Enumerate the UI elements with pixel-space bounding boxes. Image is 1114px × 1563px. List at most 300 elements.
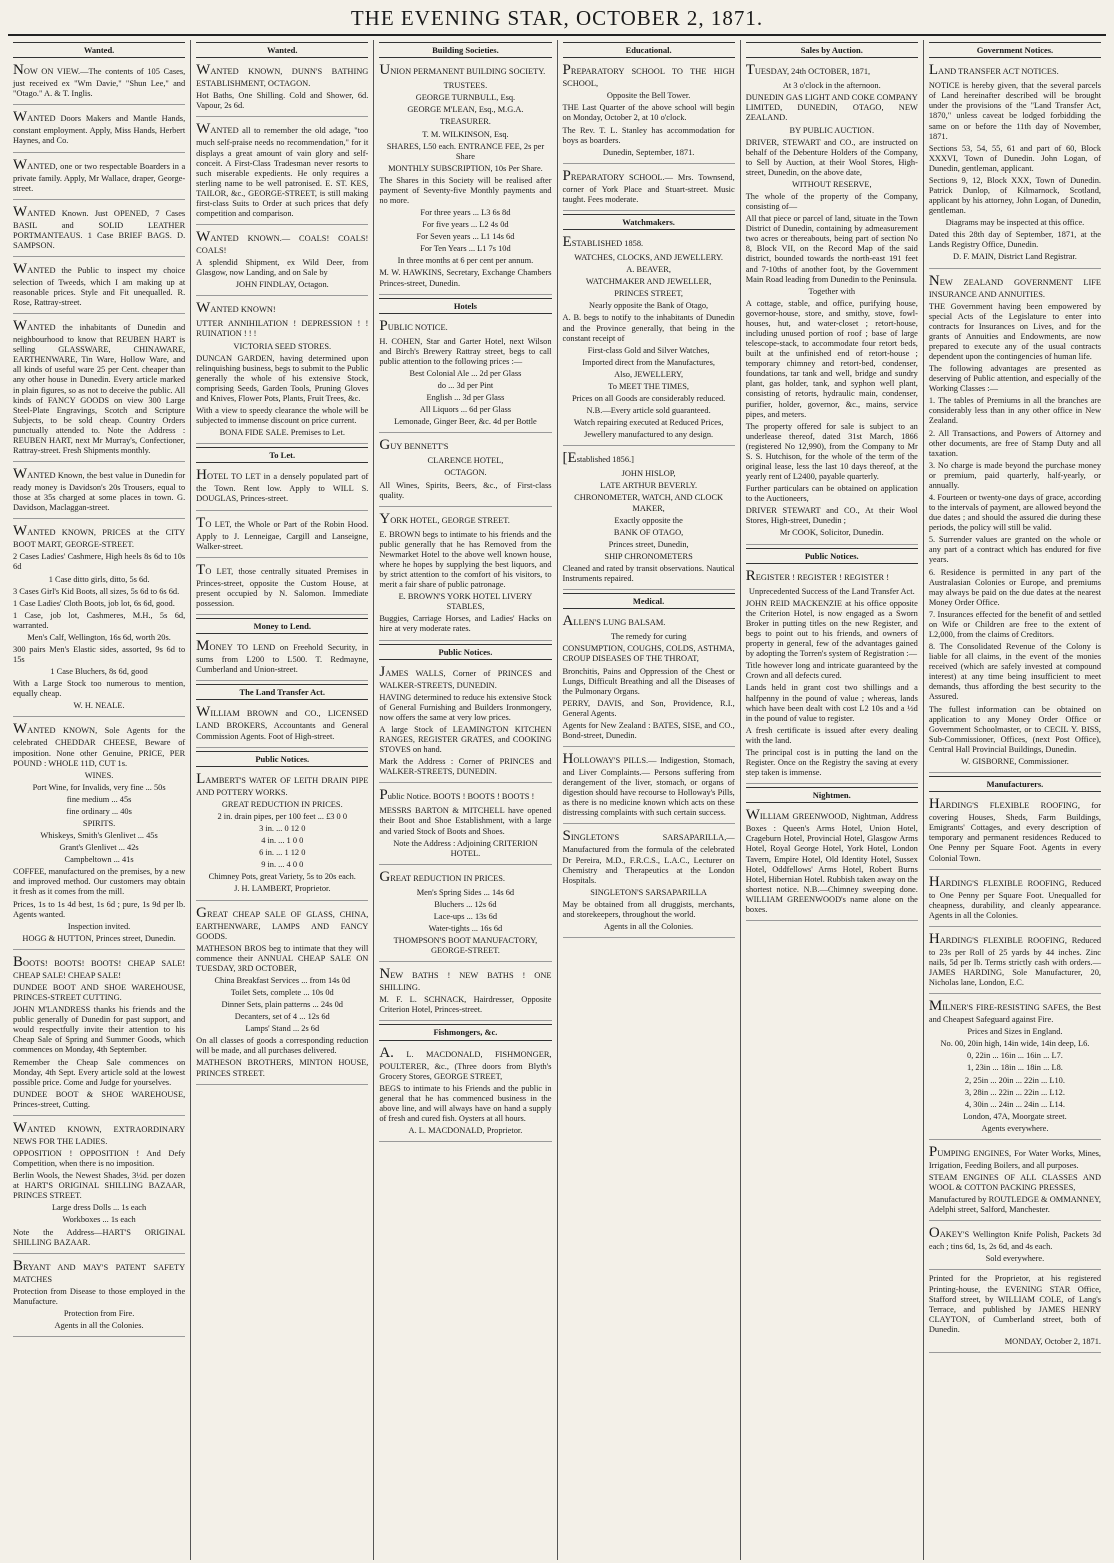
- ad-heading: WANTED all to remember the old adage, "too much self-praise needs no recommendation," for it displays a great amount of vain glory and self-conceit. A First-Class Tradesman never resorts to such miserable expedients. He only requires a sterling name to be well patronised. E. ST. KES, TAILOR, &c., GEORGE-STREET, is still making first-class Suits to Order at such prices that defy competition and comparison.: [196, 121, 369, 218]
- ad-line: 1 Case Bluchers, 8s 6d, good: [50, 667, 148, 677]
- advertisement: [379, 317, 551, 434]
- ad-line: London, 47A, Moorgate street.: [963, 1111, 1067, 1121]
- section-heading: Money to Lend.: [196, 618, 368, 634]
- advertisement: [196, 703, 368, 747]
- ad-line: W. H. NEALE.: [73, 701, 125, 711]
- ad-line: WINES.: [84, 770, 114, 780]
- ad-line: Title however long and intricate guaranteed by the Crown and all defects cured.: [745, 661, 918, 681]
- ad-heading: NOW ON VIEW.—The contents of 105 Cases, just received ex "Wm Davie," "Shun Lee," and "Otago." A. & T. Inglis.: [13, 62, 186, 99]
- advertisement: [13, 61, 185, 105]
- ad-line: A. BEAVER,: [626, 265, 671, 275]
- column-5: [741, 40, 924, 1560]
- advertisement: [196, 770, 368, 901]
- ad-line: Berlin Wools, the Newest Shades, 3½d. per dozen at HART'S ORIGINAL SHILLING BAZAAR, PRINCES STREET.: [13, 1171, 186, 1201]
- ad-line: DRIVER STEWART and CO., At their Wool Stores, High-street, Dunedin ;: [745, 506, 918, 526]
- ad-line: The whole of the property of the Company, consisting of—: [745, 191, 918, 212]
- advertisement: [379, 510, 551, 641]
- ad-line: No. 00, 20in high, 14in wide, 14in deep, L6.: [940, 1039, 1090, 1049]
- ad-line: M. W. HAWKINS, Secretary, Exchange Chambers Princes-street, Dunedin.: [379, 268, 552, 288]
- ad-line: TREASURER.: [439, 117, 491, 127]
- ad-line: MATHESON BROTHERS, MINTON HOUSE, PRINCES STREET.: [196, 1058, 369, 1078]
- ad-line: The remedy for curing: [610, 632, 687, 642]
- section-heading: Educational.: [563, 42, 735, 58]
- advertisement: [13, 317, 185, 462]
- advertisement: [929, 272, 1101, 774]
- ad-list: [196, 637, 368, 681]
- ad-heading: WANTED KNOWN, PRICES at the CITY BOOT MART, GEORGE-STREET.: [13, 523, 186, 550]
- ad-line: 1 Case ditto girls, ditto, 5s 6d.: [48, 574, 150, 584]
- ad-line: 7. Insurances effected for the benefit of and settled on Wife or Children are free to the extent of L2,000, from the claims of Creditors.: [928, 609, 1102, 640]
- ad-line: VICTORIA SEED STORES.: [233, 341, 332, 351]
- ad-line: BANK OF OTAGO,: [613, 527, 684, 537]
- ad-line: 3 in. ... 0 12 0: [259, 824, 306, 834]
- ad-line: THE Last Quarter of the above school will begin on Monday, October 2, at 10 o'clock.: [562, 103, 735, 123]
- ad-line: Decanters, set of 4 ... 12s 6d: [234, 1012, 330, 1022]
- ad-line: MESSRS BARTON & MITCHELL have opened their Boot and Shoe Establishment, with a large and varied Stock of Boots and Shoes.: [379, 806, 552, 836]
- ad-line: 4. Fourteen or twenty-one days of grace, according to the intervals of payment, are allowed beyond the due dates ; and should the assured die during these periods, the policy will still be valid.: [928, 493, 1102, 533]
- ad-line: To MEET THE TIMES,: [608, 381, 690, 391]
- ad-line: fine medium ... 45s: [66, 794, 132, 804]
- ad-heading: TO LET, those centrally situated Premises in Princes-street, opposite the Custom House, at present occupied by N. Salomon. Immediate possession.: [196, 561, 369, 608]
- advertisement: [563, 612, 735, 747]
- ad-line: SHIP CHRONOMETERS: [604, 551, 693, 561]
- ad-list: [379, 663, 551, 1022]
- advertisement: [196, 637, 368, 681]
- ad-list: [196, 61, 368, 444]
- ad-line: Toilet Sets, complete ... 10s 0d: [230, 988, 334, 997]
- ad-line: Also, JEWELLERY,: [614, 369, 684, 379]
- advertisement: [196, 299, 368, 444]
- ad-line: Mr COOK, Solicitor, Dunedin.: [779, 528, 884, 538]
- ad-heading: WANTED Known, the best value in Dunedin for ready money is Davidson's 20s Trousers, equal to those at 35s charged at some places in town. G. Davidson, Maclaggan-street.: [13, 466, 186, 513]
- ad-line: DUNCAN GARDEN, having determined upon relinquishing business, begs to submit to the Public generally the whole of his extensive Stock, comprising Seeds, Garden Tools, Pruning Gloves and Knives, Flower Pots, Plants, Fruit Trees, &c.: [196, 353, 369, 403]
- section-heading: Manufacturers.: [929, 776, 1101, 792]
- advertisement: [379, 1044, 551, 1143]
- ad-line: 0, 22in ... 16in ... 16in ... L7.: [967, 1051, 1063, 1061]
- ad-line: Bluchers ... 12s 6d: [434, 899, 497, 909]
- ad-line: English ... 3d per Glass: [426, 393, 505, 403]
- advertisement: [196, 514, 368, 558]
- ad-heading: BOOTS! BOOTS! BOOTS! CHEAP SALE! CHEAP SALE! CHEAP SALE!: [13, 953, 186, 980]
- ad-line: CONSUMPTION, COUGHS, COLDS, ASTHMA, CROUP DISEASES OF THE THROAT,: [562, 644, 735, 664]
- ad-line: BY PUBLIC AUCTION.: [789, 125, 875, 135]
- ad-heading: HARDING'S FLEXIBLE ROOFING, Reduced to One Penny per Square Foot. Unequalled for cheapness, durability, and cleanly appearance. Agents in all the Colonies.: [928, 873, 1102, 920]
- ad-line: T. M. WILKINSON, Esq.: [422, 129, 509, 139]
- ad-line: SPIRITS.: [82, 819, 116, 829]
- ad-line: For Ten Years ... L1 7s 10d: [420, 244, 511, 254]
- masthead: THE EVENING STAR, OCTOBER 2, 1871.: [8, 0, 1106, 36]
- column-2: [191, 40, 374, 1560]
- ad-line: Exactly opposite the: [614, 515, 683, 525]
- ad-heading: LAND TRANSFER ACT NOTICES.: [928, 62, 1059, 79]
- ad-heading: TO LET, the Whole or Part of the Robin Hood. Apply to J. Lenneigae, Cargill and Lanseigne, Walker-street.: [196, 514, 369, 551]
- ad-heading: Public Notice. BOOTS ! BOOTS ! BOOTS !: [379, 787, 535, 804]
- ad-line: Agents for New Zealand : BATES, SISE, and CO., Bond-street, Dunedin.: [562, 720, 735, 740]
- ad-line: The fullest information can be obtained on application to any Money Order Office or Government Schoolmaster, or to CECIL Y. BISS, Sub-Commissioner, Offices, (next Post Office), Central Hall Provincial Buildings, Dunedin.: [928, 704, 1102, 754]
- ad-line: Lands held in grant cost two shillings and a halfpenny in the pound of value ; whereas, lands which have been dealt with cost L2 10s and a ½d in the pound of value to register.: [745, 683, 918, 723]
- ad-heading: WANTED, one or two respectable Boarders in a private family. Apply, Mr Wallace, draper, George-street.: [13, 156, 186, 193]
- ad-line: Lamps' Stand ... 2s 6d: [245, 1024, 320, 1034]
- ad-line: Mark the Address : Corner of PRINCES and WALKER-STREETS, DUNEDIN.: [379, 757, 552, 777]
- ad-line: 2. All Transactions, and Powers of Attorney and other documents, are free of Stamp Duty and all taxation.: [928, 428, 1102, 458]
- ad-line: Diagrams may be inspected at this office.: [945, 218, 1085, 228]
- ad-line: Manufactured by ROUTLEDGE & OMMANNEY, Adelphi street, Salford, Manchester.: [928, 1195, 1102, 1215]
- ad-line: Watch repairing executed at Reduced Prices,: [573, 418, 724, 428]
- ad-line: 2, 25in ... 20in ... 22in ... L10.: [964, 1075, 1065, 1085]
- ad-line: COFFEE, manufactured on the premises, by a new and improved method. Our customers may obtain it fresh as it comes from the mill.: [13, 867, 186, 897]
- ad-list: [196, 703, 368, 747]
- ad-list: [563, 612, 735, 938]
- ad-line: Remember the Cheap Sale commences on Monday, 4th Sept. Every article sold at the lowest possible price. Come and Judge for yourselves.: [13, 1057, 186, 1087]
- ad-heading: WANTED KNOWN, Sole Agents for the celebrated CHEDDAR CHEESE, Beware of imposition. None other Genuine, PRICE, PER POUND : WHOLE 11D, CUT 1s.: [13, 721, 186, 768]
- ad-line: 6 in. ... 1 12 0: [259, 848, 306, 858]
- ad-heading: OAKEY'S Wellington Knife Polish, Packets 3d each ; tins 6d, 1s, 2s 6d, and 4s each.: [928, 1225, 1102, 1252]
- ad-heading: MONEY TO LEND on Freehold Security, in sums from L200 to L500. T. Redmayne, Cumberland and Union-street.: [196, 638, 369, 675]
- ad-line: BEGS to intimate to his Friends and the public in general that he has commenced business in the above line, and will always have on hand a supply of fresh and cured fish. Oysters at all hours.: [379, 1083, 552, 1124]
- ad-line: Opposite the Bell Tower.: [606, 91, 691, 101]
- advertisement: [379, 965, 551, 1021]
- ad-line: WITHOUT RESERVE,: [791, 179, 872, 189]
- imprint: [929, 1274, 1101, 1353]
- ad-line: The principal cost is in putting the land on the Register. Once on the Registry the saving at every step taken is immense.: [745, 747, 918, 778]
- ad-line: Agents everywhere.: [981, 1123, 1049, 1133]
- column-6: [924, 40, 1106, 1560]
- ad-line: Inspection invited.: [67, 921, 131, 931]
- ad-heading: WANTED KNOWN, EXTRAORDINARY NEWS FOR THE LADIES.: [13, 1119, 186, 1146]
- ad-heading: PREPARATORY SCHOOL TO THE HIGH SCHOOL,: [562, 62, 735, 89]
- ad-line: J. H. LAMBERT, Proprietor.: [234, 884, 331, 894]
- ad-heading: YORK HOTEL, GEORGE STREET.: [379, 510, 510, 527]
- ad-heading: WANTED the Public to inspect my choice selection of Tweeds, which I am making up at reasonable prices. Style and Fit unequalled. R. Rose, Rattray-street.: [13, 260, 186, 308]
- ad-line: Port Wine, for Invalids, very fine ... 50s: [32, 782, 166, 792]
- ad-line: First-class Gold and Silver Watches,: [587, 345, 710, 355]
- ad-line: With a view to speedy clearance the whole will be subjected to immense discount on price current.: [196, 405, 369, 426]
- advertisement: [929, 997, 1101, 1140]
- ad-line: 2 in. drain pipes, per 100 feet ... £3 0 0: [217, 811, 348, 821]
- ad-line: A cottage, stable, and office, purifying house, governor-house, store, and smithy, stove, fowl-houses, hut, and water-closet ; retort-house, including unused portion of roof ; base of large telescope-stack, to accommodate four retort beds, built at the unfinished end of retort-house ; temporary chimney and retort-bed, condenser, foundations, tar tank and well, bridge and sundry plant, gas holder, tank, and syphon well plant, consisting of retorts, hydraulic main, condenser, purifier, holder, governor, &c., mains, service pipes, and meters.: [745, 298, 918, 419]
- advertisement: [13, 522, 185, 717]
- ad-line: Imported direct from the Manufactures,: [582, 357, 715, 367]
- ad-line: Workboxes ... 1s each: [62, 1215, 136, 1225]
- ad-heading: ESTABLISHED 1858.: [562, 234, 644, 251]
- advertisement: [379, 61, 551, 294]
- ad-line: Men's Calf, Wellington, 16s 6d, worth 20s.: [27, 632, 171, 642]
- advertisement: [929, 61, 1101, 268]
- ad-line: Bronchitis, Pains and Oppression of the Chest or Lungs, Difficult Breathing and all the Diseases of the Pulmonary Organs.: [562, 666, 735, 696]
- advertisement: [196, 466, 368, 510]
- advertisement: [379, 868, 551, 962]
- ad-line: Buggies, Carriage Horses, and Ladies' Hacks on hire at very moderate rates.: [379, 614, 552, 634]
- ad-line: MONTHLY SUBSCRIPTION, 10s Per Share.: [388, 163, 543, 173]
- ad-list: [379, 1044, 551, 1143]
- ad-line: Further particulars can be obtained on application to the Auctioneers,: [745, 484, 918, 504]
- ad-line: A splendid Shipment, ex Wild Deer, from Glasgow, now Landing, and on Sale by: [196, 258, 369, 278]
- advertisement: [13, 156, 185, 200]
- ad-line: Cleaned and rated by transit observations. Nautical Instruments repaired.: [562, 563, 735, 584]
- ad-line: Note the Address : Adjoining CRITERION HOTEL.: [393, 838, 538, 858]
- ad-line: D. F. MAIN, District Land Registrar.: [953, 252, 1077, 262]
- ad-line: 3, 28in ... 22in ... 22in ... L12.: [964, 1087, 1065, 1097]
- ad-line: H. COHEN, Star and Garter Hotel, next Wilson and Birch's Brewery Rattray street, begs to call public attention to the following prices :—: [379, 336, 552, 366]
- advertisement: [13, 260, 185, 314]
- advertisement: [929, 930, 1101, 994]
- ad-line: All Wines, Spirits, Beers, &c., of First-class quality.: [379, 480, 552, 500]
- ad-list: [379, 61, 551, 294]
- ad-line: Whiskeys, Smith's Glenlivet ... 45s: [40, 831, 158, 841]
- ad-line: Prices on all Goods are considerably reduced.: [571, 394, 726, 404]
- section-heading: Public Notices.: [746, 548, 918, 564]
- ad-line: 1 Case Ladies' Cloth Boots, job lot, 6s 6d, good.: [13, 598, 175, 608]
- ad-heading: WANTED Known. Just OPENED, 7 Cases BASIL and SOLID LEATHER PORTMANTEAUS. 1 Case BRIEF BAGS. D. SAMPSON.: [13, 203, 186, 250]
- ad-line: Sections 53, 54, 55, 61 and part of 60, Block XXXVI, Town of Dunedin. John Logan, of Dunedin, gentleman, applicant.: [928, 143, 1102, 173]
- ad-line: Sections 9, 12, Block XXX, Town of Dunedin. Patrick Dunlop, of Kilmarnock, Scotland, applicant by his attorney, John Logan, of Dunedin, gentleman.: [928, 175, 1102, 216]
- ad-line: N.B.—Every article sold guaranteed.: [586, 406, 711, 416]
- ad-line: Unprecedented Success of the Land Transfer Act.: [748, 586, 915, 596]
- ad-line: GEORGE TURNBULL, Esq.: [415, 93, 516, 103]
- ad-line: The Shares in this Society will be realised after payment of Seventy-five Monthly payments and no more.: [379, 175, 552, 205]
- ad-line: The property offered for sale is subject to an underlease thereof, dated 31st March, 1866 (registered No 12,990), from the Company to Mr S. S. Hutchison, for the whole of the term of the original lease, less the last 10 days thereof, at the yearly rent of L2400, payable quarterly.: [745, 421, 918, 482]
- ad-line: THOMPSON'S BOOT MANUFACTORY, GEORGE-STREET.: [393, 936, 538, 956]
- advertisement: [196, 561, 368, 615]
- ad-line: STEAM ENGINES OF ALL CLASSES AND WOOL & COTTON PACKING PRESSES,: [928, 1173, 1102, 1193]
- ad-line: Dinner Sets, plain patterns ... 24s 0d: [221, 1000, 343, 1010]
- section-heading: Wanted.: [196, 42, 368, 58]
- ad-line: WATCHMAKER AND JEWELLER,: [585, 277, 712, 287]
- ad-heading: SINGLETON'S SARSAPARILLA,— Manufactured from the formula of the celebrated Dr Pereira, M.D., F.R.C.S., L.A.C., Lecturer on Chemistry and Therapeutics at the London Hospitals.: [562, 828, 735, 885]
- ad-list: [196, 466, 368, 615]
- ad-line: E. BROWN'S YORK HOTEL LIVERY STABLES,: [398, 592, 533, 612]
- ad-heading: ALLEN'S LUNG BALSAM.: [562, 613, 666, 630]
- section-heading: Public Notices.: [196, 751, 368, 767]
- ad-line: Lace-ups ... 13s 6d: [433, 911, 498, 921]
- ad-line: 1. The tables of Premiums in all the branches are considerably less than in any other office in New Zealand.: [928, 396, 1102, 426]
- ad-line: SINGLETON'S SARSAPARILLA: [590, 887, 707, 897]
- column-4: [558, 40, 741, 1560]
- ad-line: May be obtained from all druggists, merchants, and storekeepers, throughout the world.: [562, 899, 735, 919]
- ad-line: In three months at 6 per cent per annum.: [397, 256, 534, 266]
- ad-line: Nearly opposite the Bank of Otago,: [589, 301, 709, 311]
- advertisement: [929, 795, 1101, 869]
- ad-line: A large Stock of LEAMINGTON KITCHEN RANGES, REGISTER GRATES, and COOKING STOVES on hand.: [379, 725, 552, 755]
- ad-line: TRUSTEES.: [443, 81, 488, 91]
- ad-heading: WILLIAM BROWN and CO., LICENSED LAND BROKERS, Accountants and General Commission Agents. Foot of High-street.: [196, 704, 369, 741]
- ad-heading: WANTED KNOWN!: [196, 300, 276, 317]
- imprint-text: Printed for the Proprietor, at his registered Printing-house, the EVENING STAR Office, Stafford street, by WILLIAM COLE, of Lang's Terrace, and published by JAMES HENRY CLAYTON, of Cumberland street, both of Dunedin.: [928, 1274, 1102, 1334]
- ad-heading: WANTED Doors Makers and Mantle Hands, constant employment. Apply, Miss Hands, Herbert Haynes, and Co.: [13, 109, 186, 146]
- advertisement: [196, 120, 368, 225]
- ad-line: CHRONOMETER, WATCH, AND CLOCK MAKER,: [574, 493, 724, 513]
- ad-line: 3. No charge is made beyond the purchase money or premium, paid quarterly, half-yearly, or annually.: [928, 460, 1102, 490]
- ad-line: M. F. L. SCHNACK, Hairdresser, Opposite Criterion Hotel, Princes-street.: [379, 995, 552, 1015]
- advertisement: [563, 61, 735, 164]
- ad-line: Prices and Sizes in England.: [967, 1027, 1063, 1037]
- ad-line: 5. Surrender values are granted on the whole or any part of a contract which has endured for five years.: [928, 535, 1102, 565]
- advertisement: [929, 1224, 1101, 1270]
- ad-heading: [Established 1856.]: [562, 450, 634, 467]
- ad-line: Together with: [808, 286, 856, 296]
- ad-line: With a Large Stock too numerous to mention, equally cheap.: [13, 679, 186, 699]
- ad-line: China Breakfast Services ... from 14s 0d: [214, 975, 351, 985]
- ad-line: Agents in all the Colonies.: [604, 922, 694, 932]
- ad-line: DRIVER, STEWART and CO., are instructed on behalf of the Debenture Holders of the Company, to Sell by Auction, at their Wool Stores, High-street, Dunedin, on the above date,: [745, 137, 918, 177]
- ad-line: THE Government having been empowered by special Acts of the Legislature to enter into contracts for Insurances on Lives, and for the grants of Annuities and Endowments, are now prepared to execute any of the usual contracts dependent upon the contingencies of human life.: [928, 301, 1102, 361]
- ad-line: SHARES, L50 each. ENTRANCE FEE, 2s per Share: [386, 141, 545, 161]
- section-heading: To Let.: [196, 447, 368, 463]
- ad-line: 4 in. ... 1 0 0: [261, 836, 304, 846]
- ad-line: JOHN HISLOP,: [621, 469, 676, 479]
- advertisement: [746, 806, 918, 921]
- ad-heading: HARDING'S FLEXIBLE ROOFING, for covering Houses, Sheds, Farm Buildings, Emigrants' Cottages, and every description of temporary and permanent residences Reduced to One Penny per Square Foot. Agents in every Colonial Town.: [928, 796, 1102, 863]
- ad-line: At 3 o'clock in the afternoon.: [782, 81, 881, 91]
- ad-list: [563, 233, 735, 590]
- ad-heading: PREPARATORY SCHOOL.— Mrs. Townsend, corner of York Place and Stuart-street. Music taught. Fees moderate.: [562, 167, 735, 204]
- ad-line: Protection from Disease to those employed in the Manufacture.: [13, 1286, 186, 1306]
- ad-line: BONA FIDE SALE. Premises to Let.: [219, 428, 345, 438]
- ad-list: [196, 770, 368, 1085]
- ad-list: [13, 61, 185, 1337]
- section-heading: Building Societies.: [379, 42, 551, 58]
- advertisement: [563, 750, 735, 824]
- ad-line: JOHN FINDLAY, Octagon.: [235, 280, 329, 290]
- ad-heading: HOTEL TO LET in a densely populated part of the Town. Rent low. Apply to WILL S. DOUGLAS, Princes-street.: [196, 467, 369, 504]
- ad-line: Hot Baths, One Shilling. Cold and Shower, 6d. Vapour, 2s 6d.: [196, 91, 369, 111]
- ad-line: A fresh certificate is issued after every dealing with the land.: [745, 725, 918, 745]
- ad-heading: JAMES WALLS, Corner of PRINCES and WALKER-STREETS, DUNEDIN.: [379, 663, 552, 690]
- ad-line: A. L. MACDONALD, Proprietor.: [408, 1126, 523, 1136]
- advertisement: [563, 449, 735, 590]
- ad-line: Large dress Dolls ... 1s each: [51, 1203, 147, 1213]
- advertisement: [563, 167, 735, 211]
- ad-line: HOGG & HUTTON, Princes street, Dunedin.: [22, 933, 176, 943]
- advertisement: [379, 663, 551, 784]
- ad-line: JOHN REID MACKENZIE at his office opposite the Criterion Hotel, is now engaged as a Sworn Broker in putting titles on the new Register, and begs to point out to his friends, and owners of property in general, few of the advantages gained by adopting the Torren's system of Registration :—: [745, 598, 918, 659]
- ad-line: WATCHES, CLOCKS, AND JEWELLERY.: [574, 253, 723, 263]
- section-heading: Government Notices.: [929, 42, 1101, 58]
- ad-line: UTTER ANNIHILATION ! DEPRESSION ! ! RUINATION ! ! !: [196, 319, 369, 339]
- ad-line: Dated this 28th day of September, 1871, at the Lands Registry Office, Dunedin.: [928, 230, 1102, 250]
- ad-line: 9 in. ... 4 0 0: [261, 860, 304, 870]
- ad-line: Water-tights ... 16s 6d: [428, 924, 503, 934]
- column-3: [374, 40, 557, 1560]
- ad-list: [563, 61, 735, 211]
- advertisement: [929, 873, 1101, 927]
- advertisement: [196, 228, 368, 296]
- ad-line: 8. The Consolidated Revenue of the Colony is liable for all claims, in the event of the monies received (which are safely invested at compound interest) at any time being insufficient to meet demands, thus affording the best security to the Assured.: [928, 642, 1102, 702]
- ad-line: CLARENCE HOTEL,: [427, 456, 504, 466]
- section-heading: Watchmakers.: [563, 214, 735, 230]
- ad-line: MATHESON BROS beg to intimate that they will commence their ANNUAL CHEAP SALE ON TUESDAY, 3RD OCTOBER,: [196, 943, 369, 973]
- ad-line: Grant's Glenlivet ... 42s: [59, 843, 139, 853]
- ad-line: Jewellery manufactured to any design.: [584, 430, 714, 440]
- ad-heading: GREAT CHEAP SALE OF GLASS, CHINA, EARTHENWARE, LAMPS AND FANCY GOODS.: [196, 904, 369, 941]
- advertisement: [746, 61, 918, 544]
- ad-line: For five years ... L2 4s 0d: [422, 220, 509, 230]
- ad-heading: NEW BATHS ! NEW BATHS ! ONE SHILLING.: [379, 966, 552, 993]
- ad-heading: A. L. MACDONALD, FISHMONGER, POULTERER, &c., (Three doors from Blyth's Grocery Stores, GEORGE STREET,: [379, 1044, 552, 1081]
- ad-line: 6. Residence is permitted in any part of the Australasian Colonies or Europe, and premiums may always be paid on the due dates at the nearest Money Order Office.: [928, 567, 1102, 607]
- advertisement: [563, 827, 735, 938]
- ad-line: Lemonade, Ginger Beer, &c. 4d per Bottle: [394, 417, 537, 427]
- ad-line: DUNDEE BOOT & SHOE WAREHOUSE, Princes-street, Cutting.: [13, 1089, 186, 1109]
- advertisement: [13, 720, 185, 949]
- imprint-date: MONDAY, October 2, 1871.: [1004, 1336, 1102, 1346]
- ad-heading: GREAT REDUCTION IN PRICES.: [379, 868, 505, 885]
- ad-heading: NEW ZEALAND GOVERNMENT LIFE INSURANCE AND ANNUITIES.: [928, 272, 1102, 299]
- ad-heading: LAMBERT'S WATER OF LEITH DRAIN PIPE AND POTTERY WORKS.: [196, 770, 369, 797]
- ad-line: Protection from Fire.: [63, 1308, 135, 1318]
- advertisement: [379, 436, 551, 506]
- section-heading: Wanted.: [13, 42, 185, 58]
- ad-line: All Liquors ... 6d per Glass: [419, 405, 512, 415]
- section-heading: Nightmen.: [746, 787, 918, 803]
- ad-line: PERRY, DAVIS, and Son, Providence, R.I., General Agents.: [562, 698, 735, 718]
- ad-line: 4, 30in ... 24in ... 24in ... L14.: [964, 1099, 1065, 1109]
- ad-heading: UNION PERMANENT BUILDING SOCIETY.: [379, 62, 546, 79]
- ad-line: For three years ... L3 6s 8d: [420, 208, 511, 218]
- ad-heading: WILLIAM GREENWOOD, Nightman, Address Boxes : Queen's Arms Hotel, Union Hotel, Crageburn Hotel, Provincial Hotel, Glasgow Arms Hotel, Royal George Hotel, York Hotel, London Tavern, Empire Hotel, Old Identity Hotel, Sussex Hotel, Oddfellows' Arms Hotel, Robert Burns Hotel, Hibernian Hotel. Rubbish taken away on the shortest notice. N.B.—Chimney sweeping done. WILLIAM GREENWOOD's name alone on the boxes.: [745, 807, 918, 914]
- ad-heading: MILNER'S FIRE-RESISTING SAFES, the Best and Cheapest Safeguard against Fire.: [928, 998, 1102, 1025]
- ad-heading: PUMPING ENGINES, For Water Works, Mines, Irrigation, Feeding Boilers, and all purposes.: [928, 1143, 1102, 1170]
- ad-heading: WANTED KNOWN.— COALS! COALS! COALS!: [196, 229, 369, 256]
- ad-line: The following advantages are presented as deserving of Public attention, and especially of the Working Classes :—: [928, 364, 1102, 394]
- ad-line: fine ordinary ... 40s: [66, 806, 132, 816]
- advertisement: [196, 904, 368, 1085]
- ad-heading: TUESDAY, 24th OCTOBER, 1871,: [745, 62, 871, 79]
- advertisement: [196, 61, 368, 117]
- advertisement: [929, 1143, 1101, 1221]
- ad-line: DUNDEE BOOT AND SHOE WAREHOUSE, PRINCES-STREET CUTTING.: [13, 982, 186, 1003]
- ad-line: GREAT REDUCTION IN PRICES.: [221, 799, 343, 809]
- ad-line: On all classes of goods a corresponding reduction will be made, and all purchases delivered.: [196, 1036, 369, 1056]
- ad-heading: REGISTER ! REGISTER ! REGISTER !: [745, 567, 889, 584]
- advertisement: [13, 465, 185, 519]
- advertisement: [563, 233, 735, 446]
- advertisement: [379, 786, 551, 864]
- ad-line: HAVING determined to reduce his extensive Stock of General Furnishing and Builders Ironmongery, now offers the same at very low prices.: [379, 692, 552, 722]
- ad-line: LATE ARTHUR BEVERLY.: [600, 481, 698, 491]
- advertisement: [746, 567, 918, 784]
- ad-line: OCTAGON.: [444, 468, 487, 478]
- ad-list: [929, 795, 1101, 1270]
- section-heading: Hotels: [379, 298, 551, 314]
- ad-line: do ... 3d per Pint: [437, 381, 494, 391]
- ad-heading: BRYANT AND MAY'S PATENT SAFETY MATCHES: [13, 1257, 186, 1284]
- ad-heading: WANTED KNOWN, DUNN'S BATHING ESTABLISHMENT, OCTAGON.: [196, 62, 369, 89]
- ad-line: NOTICE is hereby given, that the several parcels of Land hereinafter described will be brought under the provisions of the "Land Transfer Act, 1870," unless caveat be lodged forbidding the same on or before the 11th day of November, 1871.: [928, 81, 1102, 141]
- section-heading: Public Notices.: [379, 644, 551, 660]
- ad-heading: HARDING'S FLEXIBLE ROOFING, Reduced to 23s per Roll of 25 yards by 44 inches. Zinc nails, 5d per lb. Terms strictly cash with orders.—JAMES HARDING, Sole Manufacturer, 20, Nicholas lane, London, E.C.: [928, 930, 1102, 988]
- ad-line: A. B. begs to notify to the inhabitants of Dunedin and the Province generally, that being in the constant receipt of: [562, 313, 735, 343]
- ad-line: 1, 23in ... 18in ... 18in ... L8.: [967, 1063, 1063, 1073]
- ad-heading: WANTED the inhabitants of Dunedin and neighbourhood to know that REUBEN HART is selling GLASSWARE, CHINAWARE, EARTHENWARE, Tin Ware, Hollow Ware, and all kinds of useful ware 25 per Cent. cheaper than any other house in Dunedin. Every article marked in plain figures, so as not to deceive the public. All kinds of FANCY GOODS on view 300 Large Steel-Plate Engravings, Scotch and Scripture Subjects, to be sold cheap. Country Orders punctually attended to. Note the Address : REUBEN HART, next Mr Murray's, Confectioner, Rattray-street. Fresh Shipments monthly.: [13, 318, 186, 455]
- ad-line: PRINCES STREET,: [614, 289, 683, 299]
- ad-line: W. GISBORNE, Commissioner.: [961, 756, 1069, 766]
- ad-line: 300 pairs Men's Elastic sides, assorted, 9s 6d to 15s: [13, 645, 186, 665]
- ad-line: The Rev. T. L. Stanley has accommodation for boys as boarders.: [562, 125, 735, 145]
- ad-line: Men's Spring Sides ... 14s 6d: [416, 887, 515, 897]
- advertisement: [13, 108, 185, 152]
- columns: [8, 40, 1106, 1560]
- ad-line: For Seven years ... L1 14s 6d: [416, 232, 515, 242]
- ad-list: [746, 61, 918, 544]
- ad-line: All that piece or parcel of land, situate in the Town District of Dunedin, containing by admeasurement two acres or thereabouts, being part of section No 8, Block VII, on the Record Map of the said district, bounded towards the north-east 191 feet and 7-10ths of another foot, by the Government Main Road leading from Dunedin to the Peninsula.: [745, 214, 918, 284]
- ad-line: Best Colonial Ale ... 2d per Glass: [409, 369, 522, 379]
- ad-line: 3 Cases Girl's Kid Boots, all sizes, 5s 6d to 6s 6d.: [13, 586, 180, 596]
- advertisement: [13, 953, 185, 1116]
- section-heading: Fishmongers, &c.: [379, 1024, 551, 1040]
- advertisement: [13, 1257, 185, 1337]
- advertisement: [13, 203, 185, 257]
